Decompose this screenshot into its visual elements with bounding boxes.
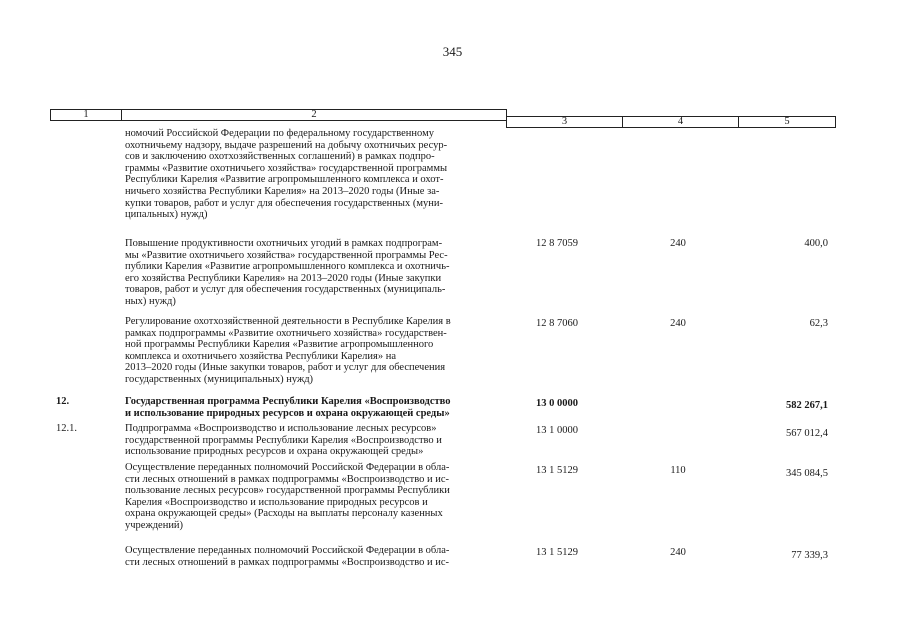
text-line: товаров, работ и услуг для обеспечения государственных (муниципаль- xyxy=(125,284,446,296)
header-col-5: 5 xyxy=(738,116,836,128)
text-line: государственной программы Республики Карелия «Воспроизводство и xyxy=(125,434,442,446)
amount: 62,3 xyxy=(809,318,828,329)
expense-type: 240 xyxy=(670,238,686,249)
text-line: и использование природных ресурсов и охрана окружающей среды» xyxy=(125,407,450,419)
text-line: охрана окружающей среды» (Расходы на выплаты персоналу казенных xyxy=(125,508,443,520)
target-code: 12 8 7060 xyxy=(536,318,578,329)
text-line: пользование лесных ресурсов» государственной программы Республики xyxy=(125,485,450,497)
text-line: государственных (муниципальных) нужд) xyxy=(125,373,314,385)
text-line: Осуществление переданных полномочий Российской Федерации в обла- xyxy=(125,462,450,473)
text-line: Повышение продуктивности охотничьих угодий в рамках подпрограм- xyxy=(125,238,443,249)
text-line: публики Карелия «Развитие агропромышленного комплекса и охотничь- xyxy=(125,261,450,273)
table-row-description xyxy=(125,238,500,308)
table-row-description xyxy=(125,545,500,568)
header-col-1: 1 xyxy=(50,109,122,121)
page-number: 345 xyxy=(442,44,463,59)
table-row-description xyxy=(125,423,500,458)
table-row-description xyxy=(125,316,500,386)
text-line: Республики Карелия «Развитие агропромышленного комплекса и охот- xyxy=(125,174,444,186)
target-code: 12 8 7059 xyxy=(536,238,578,249)
text-line: Подпрограмма «Воспроизводство и использование лесных ресурсов» xyxy=(125,423,437,434)
target-code: 13 1 0000 xyxy=(536,425,578,436)
amount: 582 267,1 xyxy=(786,400,828,411)
row-number: 12. xyxy=(56,396,70,407)
text-line: купки товаров, работ и услуг для обеспечения государственных (муни- xyxy=(125,197,443,209)
amount: 77 339,3 xyxy=(791,550,828,561)
text-line: 2013–2020 годы (Иные закупки товаров, работ и услуг для обеспечения xyxy=(125,362,446,374)
text-line: комплекса и охотничьего хозяйства Республики Карелия» на xyxy=(125,350,396,362)
text-line: сти лесных отношений в рамках подпрограммы «Воспроизводство и ис- xyxy=(125,556,450,568)
table-row-description xyxy=(125,462,500,532)
text-line: сов и заключению охотхозяйственных соглашений) в рамках подпро- xyxy=(125,151,435,163)
amount: 345 084,5 xyxy=(786,468,828,479)
text-line: Осуществление переданных полномочий Российской Федерации в обла- xyxy=(125,545,450,556)
amount: 400,0 xyxy=(804,238,828,249)
text-line: ной программы Республики Карелия «Развитие агропромышленного xyxy=(125,339,434,351)
expense-type: 240 xyxy=(670,547,686,558)
row-number: 12.1. xyxy=(56,423,77,434)
target-code: 13 1 5129 xyxy=(536,547,578,558)
text-line: сти лесных отношений в рамках подпрограммы «Воспроизводство и ис- xyxy=(125,473,450,485)
text-line: ципальных) нужд) xyxy=(125,209,208,221)
header-col-2: 2 xyxy=(121,109,507,121)
expense-type: 110 xyxy=(670,465,686,476)
text-line: номочий Российской Федерации по федеральному государственному xyxy=(125,128,434,139)
text-line: Государственная программа Республики Карелия «Воспроизводство xyxy=(125,396,451,407)
text-line: учреждений) xyxy=(125,519,184,531)
text-line: охотничьему надзору, выдаче разрешений на добычу охотничьих ресур- xyxy=(125,139,448,151)
target-code: 13 0 0000 xyxy=(536,398,578,409)
header-col-4: 4 xyxy=(622,116,739,128)
text-line: использование природных ресурсов и охрана окружающей среды» xyxy=(125,446,424,458)
text-line: Регулирование охотхозяйственной деятельности в Республике Карелия в xyxy=(125,316,451,327)
header-col-3: 3 xyxy=(506,116,623,128)
expense-type: 240 xyxy=(670,318,686,329)
text-line: его хозяйства Республики Карелия» на 2013–2020 годы (Иные закупки xyxy=(125,272,442,284)
text-line: ничьего хозяйства Республики Карелия» на 2013–2020 годы (Иные за- xyxy=(125,185,440,197)
text-line: рамках подпрограммы «Развитие охотничьего хозяйства» государствен- xyxy=(125,327,447,339)
text-line: ных) нужд) xyxy=(125,295,176,307)
table-row-description xyxy=(125,396,500,419)
table-row-description xyxy=(125,128,500,221)
amount: 567 012,4 xyxy=(786,428,828,439)
text-line: Карелия «Воспроизводство и использование природных ресурсов и xyxy=(125,496,428,508)
text-line: мы «Развитие охотничьего хозяйства» государственной программы Рес- xyxy=(125,249,448,261)
target-code: 13 1 5129 xyxy=(536,465,578,476)
text-line: граммы «Развитие охотничьего хозяйства» государственной программы xyxy=(125,162,448,174)
